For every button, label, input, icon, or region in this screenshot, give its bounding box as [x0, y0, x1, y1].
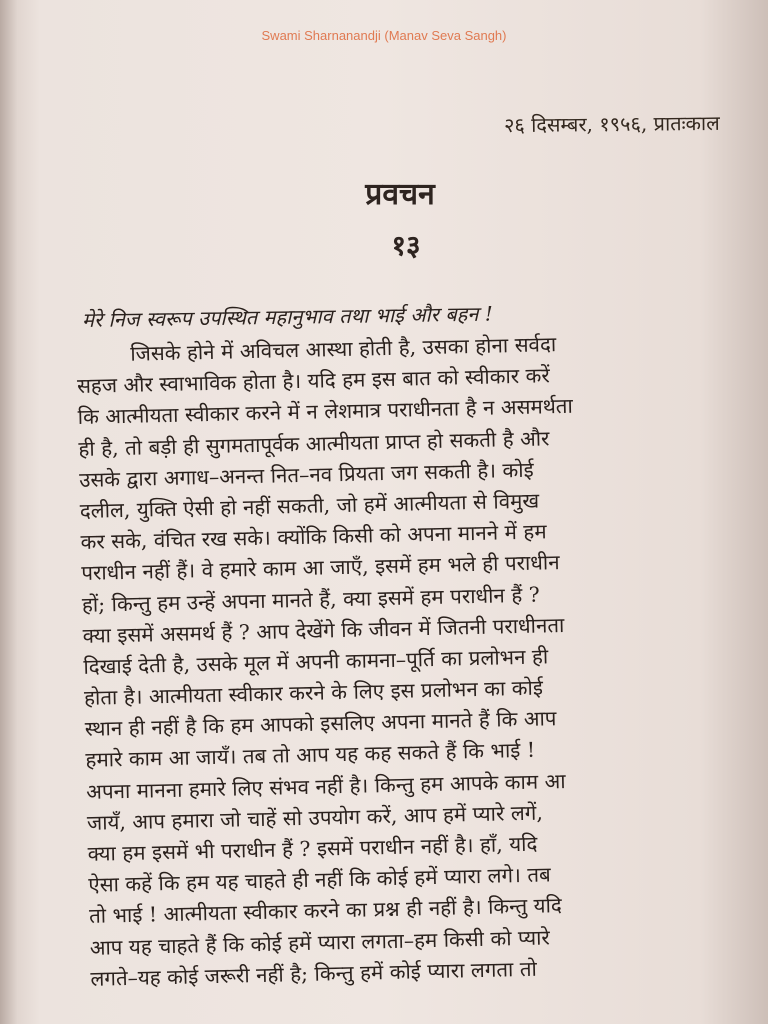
text-line: क्या हम इसमें भी पराधीन हैं ? इसमें पराधीन नहीं है। हाँ, यदि	[87, 831, 538, 866]
text-line: लगते–यह कोई जरूरी नहीं है; किन्तु हमें कोई प्यारा लगता तो	[90, 956, 538, 991]
text-line: ही है, तो बड़ी ही सुगमतापूर्वक आत्मीयता प्राप्त हो सकती है और	[78, 425, 550, 461]
text-line: जायँ, आप हमारा जो चाहें सो उपयोग करें, आप हमें प्यारे लगें,	[86, 800, 544, 835]
text-line: कि आत्मीयता स्वीकार करने में न लेशमात्र पराधीनता है न असमर्थता	[77, 394, 574, 430]
text-line: होता है। आत्मीयता स्वीकार करने के लिए इस प्रलोभन का कोई	[83, 675, 544, 710]
text-line: अपना मानना हमारे लिए संभव नहीं है। किन्तु हम आपके काम आ	[85, 768, 566, 804]
text-line: हमारे काम आ जायँ। तब तो आप यह कह सकते हैं कि भाई !	[85, 738, 536, 773]
page-title: प्रवचन	[365, 177, 435, 212]
header-credit: Swami Sharnanandji (Manav Seva Sangh)	[261, 28, 507, 43]
salutation: मेरे निज स्वरूप उपस्थित महानुभाव तथा भाई और बहन !	[81, 301, 493, 332]
text-line: हों; किन्तु हम उन्हें अपना मानते हैं, क्या इसमें हम पराधीन हैं ?	[81, 582, 540, 617]
text-line: उसके द्वारा अगाध–अनन्त नित–नव प्रियता जग सकती है। कोई	[78, 457, 534, 492]
text-line: स्थान ही नहीं है कि हम आपको इसलिए अपना मानते हैं कि आप	[84, 706, 557, 742]
text-line: ऐसा कहें कि हम यह चाहते ही नहीं कि कोई हमें प्यारा लगे। तब	[88, 862, 551, 898]
text-line: कर सके, वंचित रख सके। क्योंकि किसी को अपना मानने में हम	[80, 519, 547, 555]
text-line: क्या इसमें असमर्थ हैं ? आप देखेंगे कि जीवन में जितनी पराधीनता	[82, 612, 565, 648]
dateline: २६ दिसम्बर, १९५६, प्रातःकाल	[504, 110, 721, 138]
text-line: दिखाई देती है, उसके मूल में अपनी कामना–पूर्ति का प्रलोभन ही	[83, 644, 549, 679]
text-line: पराधीन नहीं हैं। वे हमारे काम आ जाएँ, इसमें हम भले ही पराधीन	[81, 550, 560, 586]
text-line: आप यह चाहते हैं कि कोई हमें प्यारा लगता–हम किसी को प्यारे	[89, 924, 551, 960]
text-line: तो भाई ! आत्मीयता स्वीकार करने का प्रश्न ही नहीं है। किन्तु यदि	[88, 893, 563, 929]
page-binding-edge	[0, 0, 18, 1024]
discourse-number: १३	[391, 229, 421, 262]
text-line: जिसके होने में अविचल आस्था होती है, उसका होना सर्वदा	[130, 332, 557, 366]
text-line: सहज और स्वाभाविक होता है। यदि हम इस बात को स्वीकार करें	[76, 363, 551, 399]
text-line: दलील, युक्ति ऐसी हो नहीं सकती, जो हमें आत्मीयता से विमुख	[79, 488, 540, 523]
body-text	[76, 325, 731, 994]
